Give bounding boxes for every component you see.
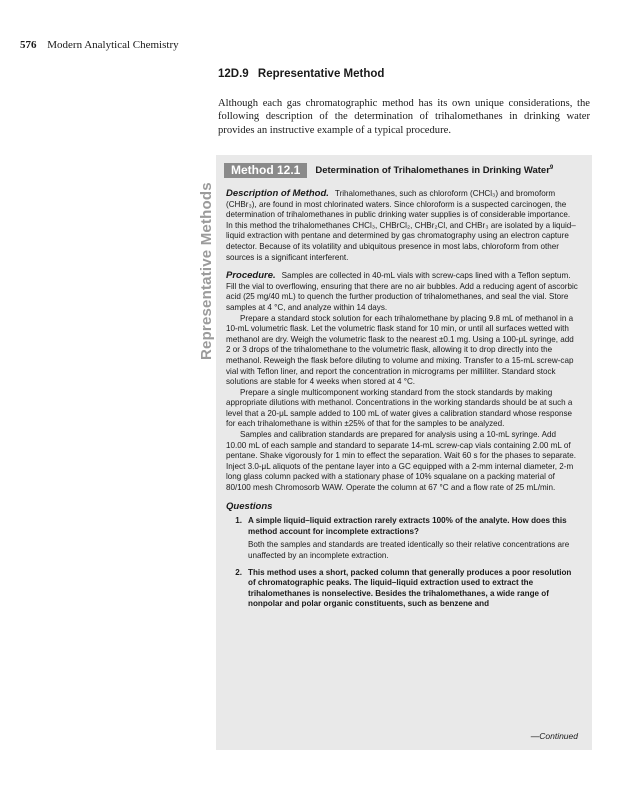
questions-heading: Questions [226, 500, 273, 512]
section-heading [218, 68, 384, 80]
question-number: 1. [235, 516, 242, 526]
question-text: A simple liquid–liquid extraction rarely extracts 100% of the analyte. How does this method account for incomplete extractions? [248, 516, 567, 536]
question-number: 2. [235, 567, 242, 577]
procedure-text-1: Samples are collected in 40-mL vials with screw-caps lined with a Teflon septum. Fill the vial to overflowing, ensuring that there are no air bubbles. Add a reducing agent of ascorbic acid (25 mg/40 mL) to quench the further production of trihalomethanes, and seal the vial. Store samples at 4 °C, and analyze within 14 days. [226, 271, 578, 312]
book-title: Modern Analytical Chemistry [47, 39, 179, 51]
description-lead: Description of Method. [226, 188, 329, 199]
procedure-paragraph-1 [226, 271, 578, 313]
page-number: 576 [20, 39, 37, 51]
intro-paragraph: Although each gas chromatographic method has its own unique considerations, the following description of the determination of trihalomethanes in drinking water provides an instructive example of a typical procedure. [218, 97, 590, 137]
method-title [315, 163, 553, 177]
procedure-lead: Procedure. [226, 270, 276, 282]
method-tag: Method 12.1 [224, 163, 307, 178]
question-text: This method uses a short, packed column that generally produces a poor resolution of chromatographic peaks. The liquid–liquid extraction used to extract the trihalomethanes is nonselective. Besides the trihalomethanes, a wide range of nonpolar and polar organic constituents, such as benzene and [248, 567, 572, 609]
procedure-paragraph-2: Prepare a standard stock solution for each trihalomethane by placing 9.8 mL of methanol in a 10-mL volumetric flask. Let the volumetric flask stand for 10 min, or until all surfaces wetted with methanol are dry. Weigh the volumetric flask to the nearest ±0.1 mg. Using a 100-μL syringe, add 2 or 3 drops of the trihalomethane to the volumetric flask, allowing it to drop directly into the methanol. Reweigh the flask before diluting to volume and mixing. Transfer to a 15-mL screw-cap vial with Teflon liner, and report the concentration in micrograms per milliliter. Standard stock solutions are stable for 4 weeks when stored at 4 °C. [226, 313, 574, 387]
method-box [216, 155, 592, 750]
answer-text: Both the samples and standards are treated identically so their relative concentrations are unaffected by an incomplete extraction. [248, 540, 570, 560]
method-title-text: Determination of Trihalomethanes in Drinking Water [315, 165, 550, 177]
description-text: Trihalomethanes, such as chloroform (CHCl₃) and bromoform (CHBr₃), are found in most chlorinated waters. Since chloroform is a suspected carcinogen, the determination of trihalomethanes in public drinking water supplies is of considerable importance. In this method the trihalomethanes CHCl₃, CHBrCl₂, CHBr₂Cl, and CHBr₃ are isolated by a liquid–liquid extraction with pentane and determined by gas chromatography using an electron capture detector. Because of its volatility and ubiquitous presence in most labs, chloroform from other sources is a significant interferent. [226, 189, 576, 262]
footnote-mark: 9 [549, 165, 554, 172]
section-number: 12D.9 [218, 68, 249, 80]
section-title: Representative Method [257, 68, 385, 80]
page-header [20, 39, 179, 51]
question-item [226, 568, 578, 610]
procedure-paragraph-3: Prepare a single multicomponent working standard from the stock standards by making appropriate dilutions with methanol. Concentrations in the working standards should be at such a level that a 20-μL sample added to 100 mL of water gives a calibration standard whose response for each trihalomethane is within ±25% of that for the samples to be analyzed. [226, 387, 573, 429]
side-label: Representative Methods [198, 182, 215, 360]
description-paragraph [226, 189, 578, 263]
method-body [226, 189, 578, 613]
procedure-paragraph-4: Samples and calibration standards are prepared for analysis using a 10-mL syringe. Add 10.00 mL of each sample and standard to separate 14-mL screw-cap vials containing 2.00 mL of pentane. Shake vigorously for 1 min to effect the separation. Wait 60 s for the phases to separate. Inject 3.0-μL aliquots of the pentane layer into a GC equipped with a 2-mm internal diameter, 2-m long glass column packed with a stationary phase of 10% squalane on a packing material of 80/100 mesh Chromosorb WAW. Operate the column at 67 °C and a flow rate of 25 mL/min. [226, 430, 577, 493]
question-item [226, 516, 578, 537]
method-header [224, 163, 553, 178]
continued-label: —Continued [530, 731, 578, 742]
